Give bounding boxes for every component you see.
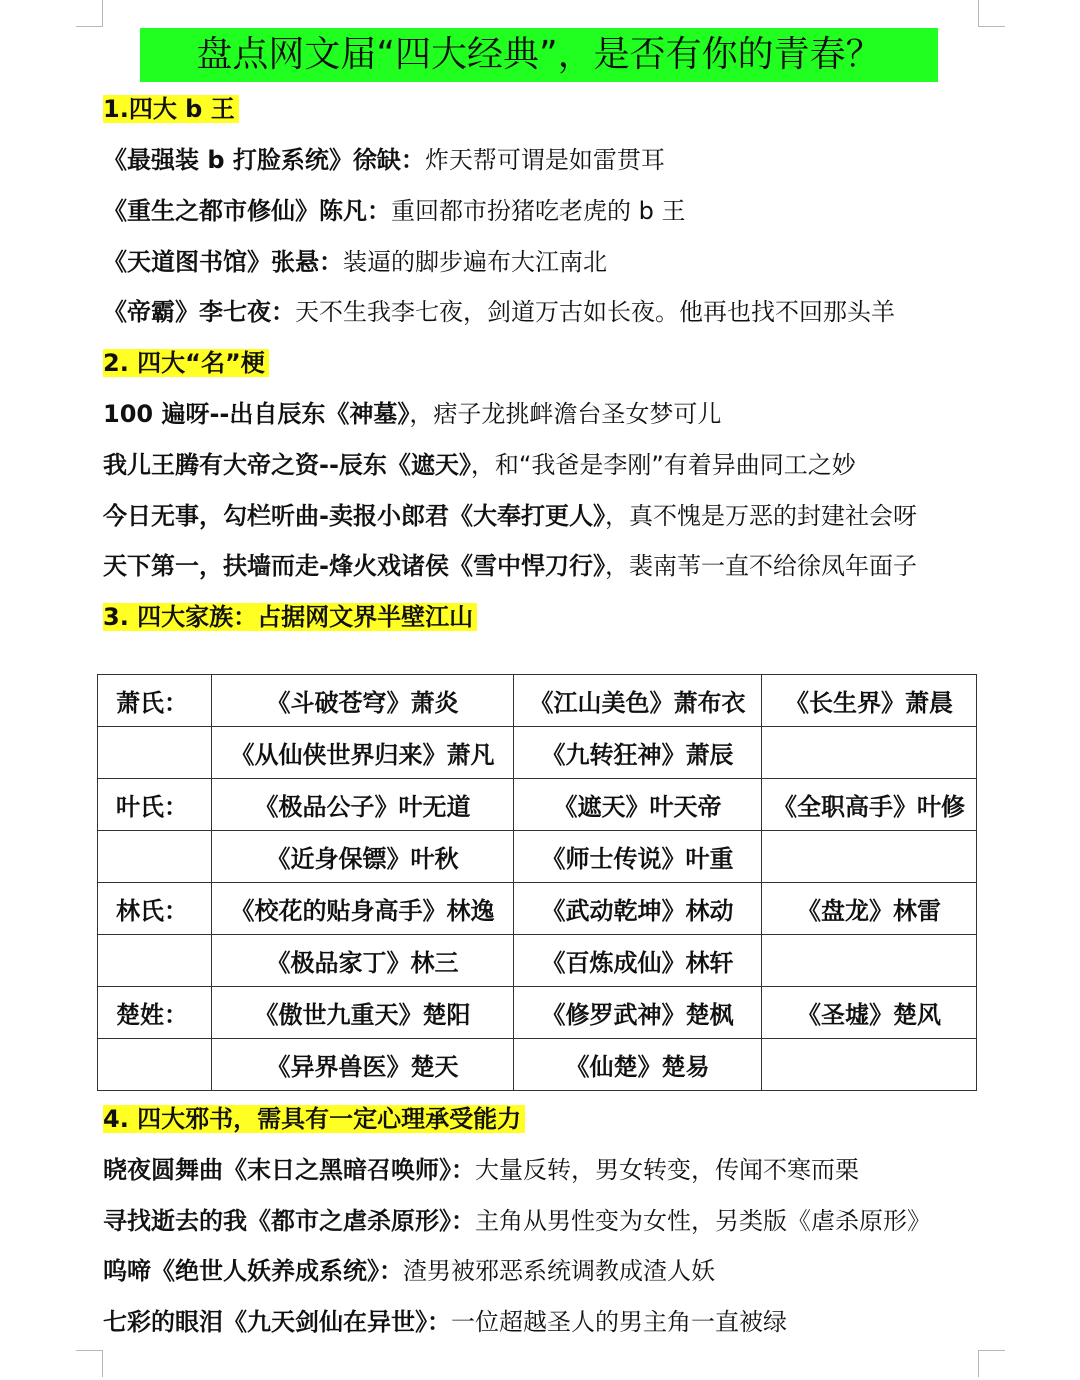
list-item [103,1150,859,1190]
list-item [103,292,895,332]
table-cell: 《傲世九重天》楚阳 [212,987,514,1039]
table-row [98,883,977,935]
work-description: 大量反转，男女转变，传闻不寒而栗 [475,1156,859,1184]
section-heading-text: 2. 四大“名”梗 [103,349,269,377]
work-title: 七彩的眼泪《九天剑仙在异世》： [103,1308,451,1336]
table-row [98,987,977,1039]
work-title: 天下第一，扶墙而走-烽火戏诸侯《雪中悍刀行》 [103,552,605,580]
section-heading [103,89,239,129]
table-cell [762,935,977,987]
table-row [98,935,977,987]
list-item [103,1201,931,1241]
list-item [103,1302,787,1342]
work-description: ，裴南苇一直不给徐凤年面子 [604,552,917,580]
table-cell: 《遮天》叶天帝 [514,779,762,831]
page-title: 盘点网文届“四大经典”，是否有你的青春？ [140,28,938,82]
work-description: 渣男被邪恶系统调教成渣人妖 [403,1257,715,1285]
work-title: 呜啼《绝世人妖养成系统》： [103,1257,403,1285]
section-heading-text: 4. 四大邪书，需具有一定心理承受能力 [103,1105,525,1133]
page-corner-mark [76,1350,103,1377]
table-cell: 《九转狂神》萧辰 [514,727,762,779]
list-item [103,1251,715,1291]
family-cell: 林氏： [98,883,212,935]
family-cell [98,935,212,987]
table-cell: 《斗破苍穹》萧炎 [212,675,514,727]
table-cell: 《江山美色》萧布衣 [514,675,762,727]
table-cell: 《圣墟》楚风 [762,987,977,1039]
table-cell: 《仙楚》楚易 [514,1039,762,1091]
list-item [103,496,917,536]
list-item [103,445,856,485]
work-title: 我儿王腾有大帝之资--辰东《遮天》 [103,451,471,479]
table-cell: 《修罗武神》楚枫 [514,987,762,1039]
list-item [103,546,917,586]
table-cell: 《武动乾坤》林动 [514,883,762,935]
table-row [98,779,977,831]
section-heading-text: 3. 四大家族：占据网文界半壁江山 [103,603,477,631]
work-description: 装逼的脚步遍布大江南北 [343,248,607,276]
work-title: 100 遍呀--出自辰东《神墓》 [103,400,410,428]
family-cell [98,727,212,779]
table-row [98,831,977,883]
table-cell: 《全职高手》叶修 [762,779,977,831]
work-description: ，和“我爸是李刚”有着异曲同工之妙 [470,451,856,479]
table-cell [762,1039,977,1091]
work-title: 《帝霸》李七夜： [103,298,295,326]
table-row [98,675,977,727]
section-heading-text: 1.四大 b 王 [103,95,239,123]
table-cell: 《极品公子》叶无道 [212,779,514,831]
list-item [103,394,721,434]
family-cell: 叶氏： [98,779,212,831]
family-cell [98,1039,212,1091]
section-heading [103,343,269,383]
table-cell: 《近身保镖》叶秋 [212,831,514,883]
work-description: 重回都市扮猪吃老虎的 b 王 [391,197,686,225]
table-cell: 《盘龙》林雷 [762,883,977,935]
work-title: 寻找逝去的我《都市之虐杀原形》： [103,1207,475,1235]
table-cell: 《异界兽医》楚天 [212,1039,514,1091]
family-cell: 楚姓： [98,987,212,1039]
table-cell: 《百炼成仙》林轩 [514,935,762,987]
work-description: 炸天帮可谓是如雷贯耳 [424,146,665,174]
work-description: 主角从男性变为女性，另类版《虐杀原形》 [475,1207,931,1235]
family-table [97,674,977,1091]
section-heading [103,597,477,637]
list-item [103,191,686,231]
work-title: 《重生之都市修仙》陈凡： [103,197,391,225]
section-heading [103,1099,525,1139]
page-corner-mark [978,0,1005,27]
work-description: 天不生我李七夜，剑道万古如长夜。他再也找不回那头羊 [295,298,895,326]
table-cell [762,727,977,779]
table-cell: 《极品家丁》林三 [212,935,514,987]
family-cell [98,831,212,883]
table-cell: 《校花的贴身高手》林逸 [212,883,514,935]
page-corner-mark [76,0,103,27]
work-title: 今日无事，勾栏听曲-卖报小郎君《大奉打更人》 [103,502,605,530]
work-description: ，痞子龙挑衅澹台圣女梦可儿 [409,400,722,428]
table-cell [762,831,977,883]
work-title: 《最强装 b 打脸系统》徐缺： [103,146,425,174]
work-description: ，真不愧是万恶的封建社会呀 [604,502,917,530]
table-row [98,727,977,779]
work-title: 晓夜圆舞曲《末日之黑暗召唤师》： [103,1156,475,1184]
page-corner-mark [978,1350,1005,1377]
table-cell: 《从仙侠世界归来》萧凡 [212,727,514,779]
list-item [103,140,665,180]
table-cell: 《师士传说》叶重 [514,831,762,883]
table-row [98,1039,977,1091]
table-cell: 《长生界》萧晨 [762,675,977,727]
list-item [103,242,607,282]
work-title: 《天道图书馆》张悬： [103,248,343,276]
family-cell: 萧氏： [98,675,212,727]
work-description: 一位超越圣人的男主角一直被绿 [451,1308,787,1336]
